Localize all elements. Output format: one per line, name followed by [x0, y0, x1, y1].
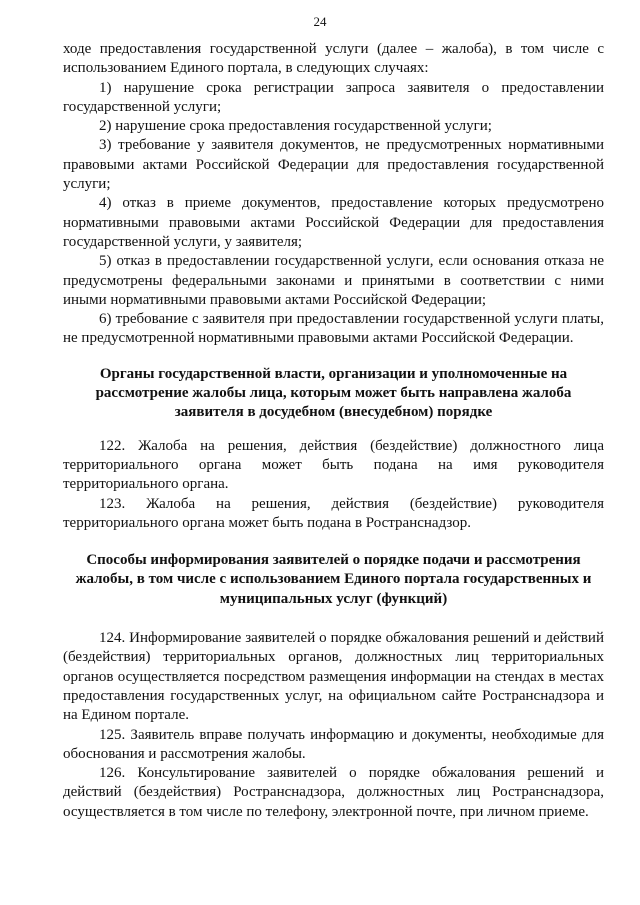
case-item-6: 6) требование с заявителя при предоставлении государственной услуги платы, не предусмотренной нормативными правовыми актами Российской Федерации. [63, 311, 604, 347]
paragraph-125: 125. Заявитель вправе получать информацию и документы, необходимые для обоснования и рассмотрения жалобы. [63, 726, 604, 762]
case-item-3: 3) требование у заявителя документов, не предусмотренных нормативными правовыми актами Российской Федерации для предоставления государственной услуги; [63, 137, 604, 193]
paragraph-126: 126. Консультирование заявителей о порядке обжалования решений и действий (бездействия) Ространснадзора, должностных лиц Ространснадзора, осуществляется в том числе по телефону, электронной почте, при личном приеме. [63, 765, 604, 820]
section-heading-complaint-bodies: Органы государственной власти, организации и уполномоченные на рассмотрение жалобы лица, которым может быть направлена жалоба заявителя в досудебном (внесудебном) порядке [95, 365, 572, 421]
paragraph-123: 123. Жалоба на решения, действия (бездействие) руководителя территориального органа может быть подана в Ространснадзор. [63, 495, 604, 531]
case-item-4: 4) отказ в приеме документов, предоставление которых предусмотрено нормативными правовыми актами Российской Федерации для предоставления государственной услуги, у заявителя; [63, 195, 604, 250]
page-number: 24 [313, 14, 327, 29]
case-item-5: 5) отказ в предоставлении государственной услуги, если основания отказа не предусмотрены федеральными законами и принятыми в соответствии с ними иными нормативными правовыми актами Российской Федерации; [63, 253, 604, 308]
case-item-2: 2) нарушение срока предоставления государственной услуги; [99, 118, 492, 135]
case-item-1: 1) нарушение срока регистрации запроса заявителя о предоставлении государственной услуги; [63, 79, 604, 115]
section-heading-informing-methods: Способы информирования заявителей о порядке подачи и рассмотрения жалобы, в том числе с использованием Единого портала государственных и муниципальных услуг (функций) [75, 552, 592, 607]
document-body [63, 40, 604, 822]
intro-paragraph: ходе предоставления государственной услуги (далее – жалоба), в том числе с использованием Единого портала, в следующих случаях: [63, 41, 604, 77]
paragraph-122: 122. Жалоба на решения, действия (бездействие) должностного лица территориального органа может быть подана на имя руководителя территориального органа. [63, 437, 604, 493]
paragraph-124: 124. Информирование заявителей о порядке обжалования решений и действий (бездействия) территориальных органов, должностных лиц территориальных органов осуществляется посредством размещения информации на стендах в местах предоставления государственных услуг, на официальном сайте Ространснадзора и на Едином портале. [63, 630, 604, 724]
